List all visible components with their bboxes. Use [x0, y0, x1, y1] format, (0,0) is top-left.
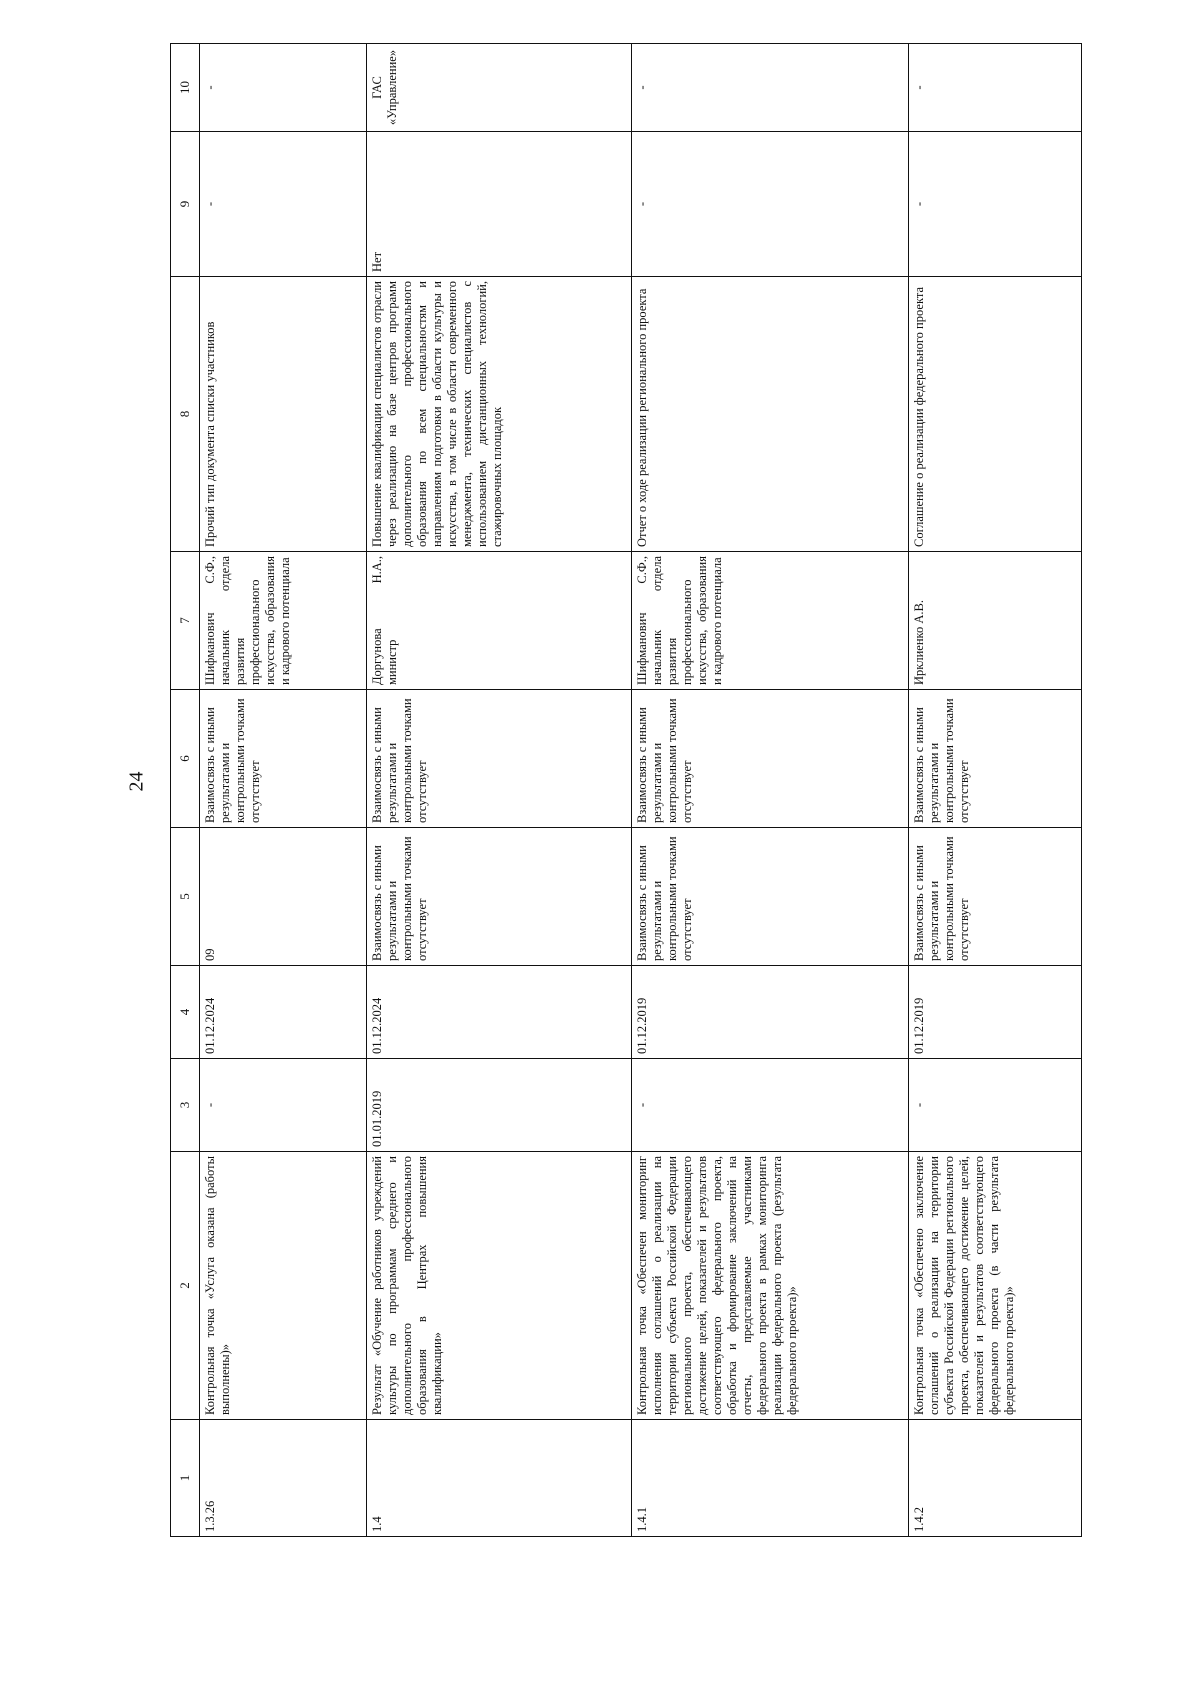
column-number: 7 — [171, 552, 200, 690]
successor: Взаимосвязь с иными результатами и контрольными точками отсутствует — [632, 690, 909, 828]
document-type: Повышение квалификации специалистов отрасли через реализацию на базе центров программ дополнительного профессионального образования по всем специальностям и направлениям подготовки в области культуры и искусства, в том числе в области современного менеджмента, технических специалистов с использованием дистанционных технологий, стажировочных площадок — [367, 277, 632, 552]
result-name: Результат «Обучение работников учреждений культуры по программам среднего и дополнительного профессионального образования в Центрах повышения квалификации» — [367, 1152, 632, 1420]
column-number: 9 — [171, 132, 200, 277]
column-number: 5 — [171, 828, 200, 966]
column-number: 1 — [171, 1420, 200, 1537]
successor: Взаимосвязь с иными результатами и контрольными точками отсутствует — [909, 690, 1082, 828]
row-number: 1.4 — [367, 1420, 632, 1537]
table-row — [200, 44, 367, 1537]
level-of-control: - — [200, 132, 367, 277]
start-date: - — [909, 1059, 1082, 1152]
document-type: Соглашение о реализации федерального проекта — [909, 277, 1082, 552]
level-of-control: - — [909, 132, 1082, 277]
column-number-row — [171, 44, 200, 1537]
document-type: Прочий тип документа списки участников — [200, 277, 367, 552]
column-number: 10 — [171, 44, 200, 132]
document-type: Отчет о ходе реализации регионального проекта — [632, 277, 909, 552]
end-date: 01.12.2024 — [367, 966, 632, 1059]
information-system: ГАС «Управление» — [367, 44, 632, 132]
responsible-person: Ирклиенко А.В. — [909, 552, 1082, 690]
column-number: 8 — [171, 277, 200, 552]
level-of-control: Нет — [367, 132, 632, 277]
control-points-table — [170, 43, 1082, 1537]
predecessor: Взаимосвязь с иными результатами и контрольными точками отсутствует — [632, 828, 909, 966]
responsible-person: Шифманович С.Ф., начальник отдела развития профессионального искусства, образования и кадрового потенциала — [632, 552, 909, 690]
end-date: 01.12.2024 — [200, 966, 367, 1059]
row-number: 1.4.1 — [632, 1420, 909, 1537]
predecessor: Взаимосвязь с иными результатами и контрольными точками отсутствует — [909, 828, 1082, 966]
row-number: 1.3.26 — [200, 1420, 367, 1537]
table-row — [632, 44, 909, 1537]
page-number: 24 — [125, 771, 148, 792]
responsible-person: Доргунова Н.А., министр — [367, 552, 632, 690]
start-date: - — [200, 1059, 367, 1152]
column-number: 6 — [171, 690, 200, 828]
information-system: - — [909, 44, 1082, 132]
result-name: Контрольная точка «Обеспечено заключение соглашений о реализации на территории субъекта Российской Федерации регионального проекта, обеспечивающего достижение целей, показателей и результатов соответствующего федерального проекта (в части результата федерального проекта)» — [909, 1152, 1082, 1420]
end-date: 01.12.2019 — [632, 966, 909, 1059]
rotated-table-wrapper — [170, 44, 1052, 1537]
information-system: - — [632, 44, 909, 132]
start-date: - — [632, 1059, 909, 1152]
result-name: Контрольная точка «Услуга оказана (работы выполнены)» — [200, 1152, 367, 1420]
predecessor: 09 — [200, 828, 367, 966]
column-number: 3 — [171, 1059, 200, 1152]
level-of-control: - — [632, 132, 909, 277]
result-name: Контрольная точка «Обеспечен мониторинг исполнения соглашений о реализации на территории субъекта Российской Федерации регионального проекта, обеспечивающего достижение целей, показателей и результатов соответствующего федерального проекта, обработка и формирование заключений на отчеты, представляемые участниками федерального проекта в рамках мониторинга реализации федерального проекта (результата федерального проекта)» — [632, 1152, 909, 1420]
responsible-person: Шифманович С.Ф., начальник отдела развития профессионального искусства, образования и кадрового потенциала — [200, 552, 367, 690]
predecessor: Взаимосвязь с иными результатами и контрольными точками отсутствует — [367, 828, 632, 966]
row-number: 1.4.2 — [909, 1420, 1082, 1537]
successor: Взаимосвязь с иными результатами и контрольными точками отсутствует — [367, 690, 632, 828]
table-row — [909, 44, 1082, 1537]
successor: Взаимосвязь с иными результатами и контрольными точками отсутствует — [200, 690, 367, 828]
start-date: 01.01.2019 — [367, 1059, 632, 1152]
end-date: 01.12.2019 — [909, 966, 1082, 1059]
information-system: - — [200, 44, 367, 132]
column-number: 4 — [171, 966, 200, 1059]
table-row — [367, 44, 632, 1537]
column-number: 2 — [171, 1152, 200, 1420]
